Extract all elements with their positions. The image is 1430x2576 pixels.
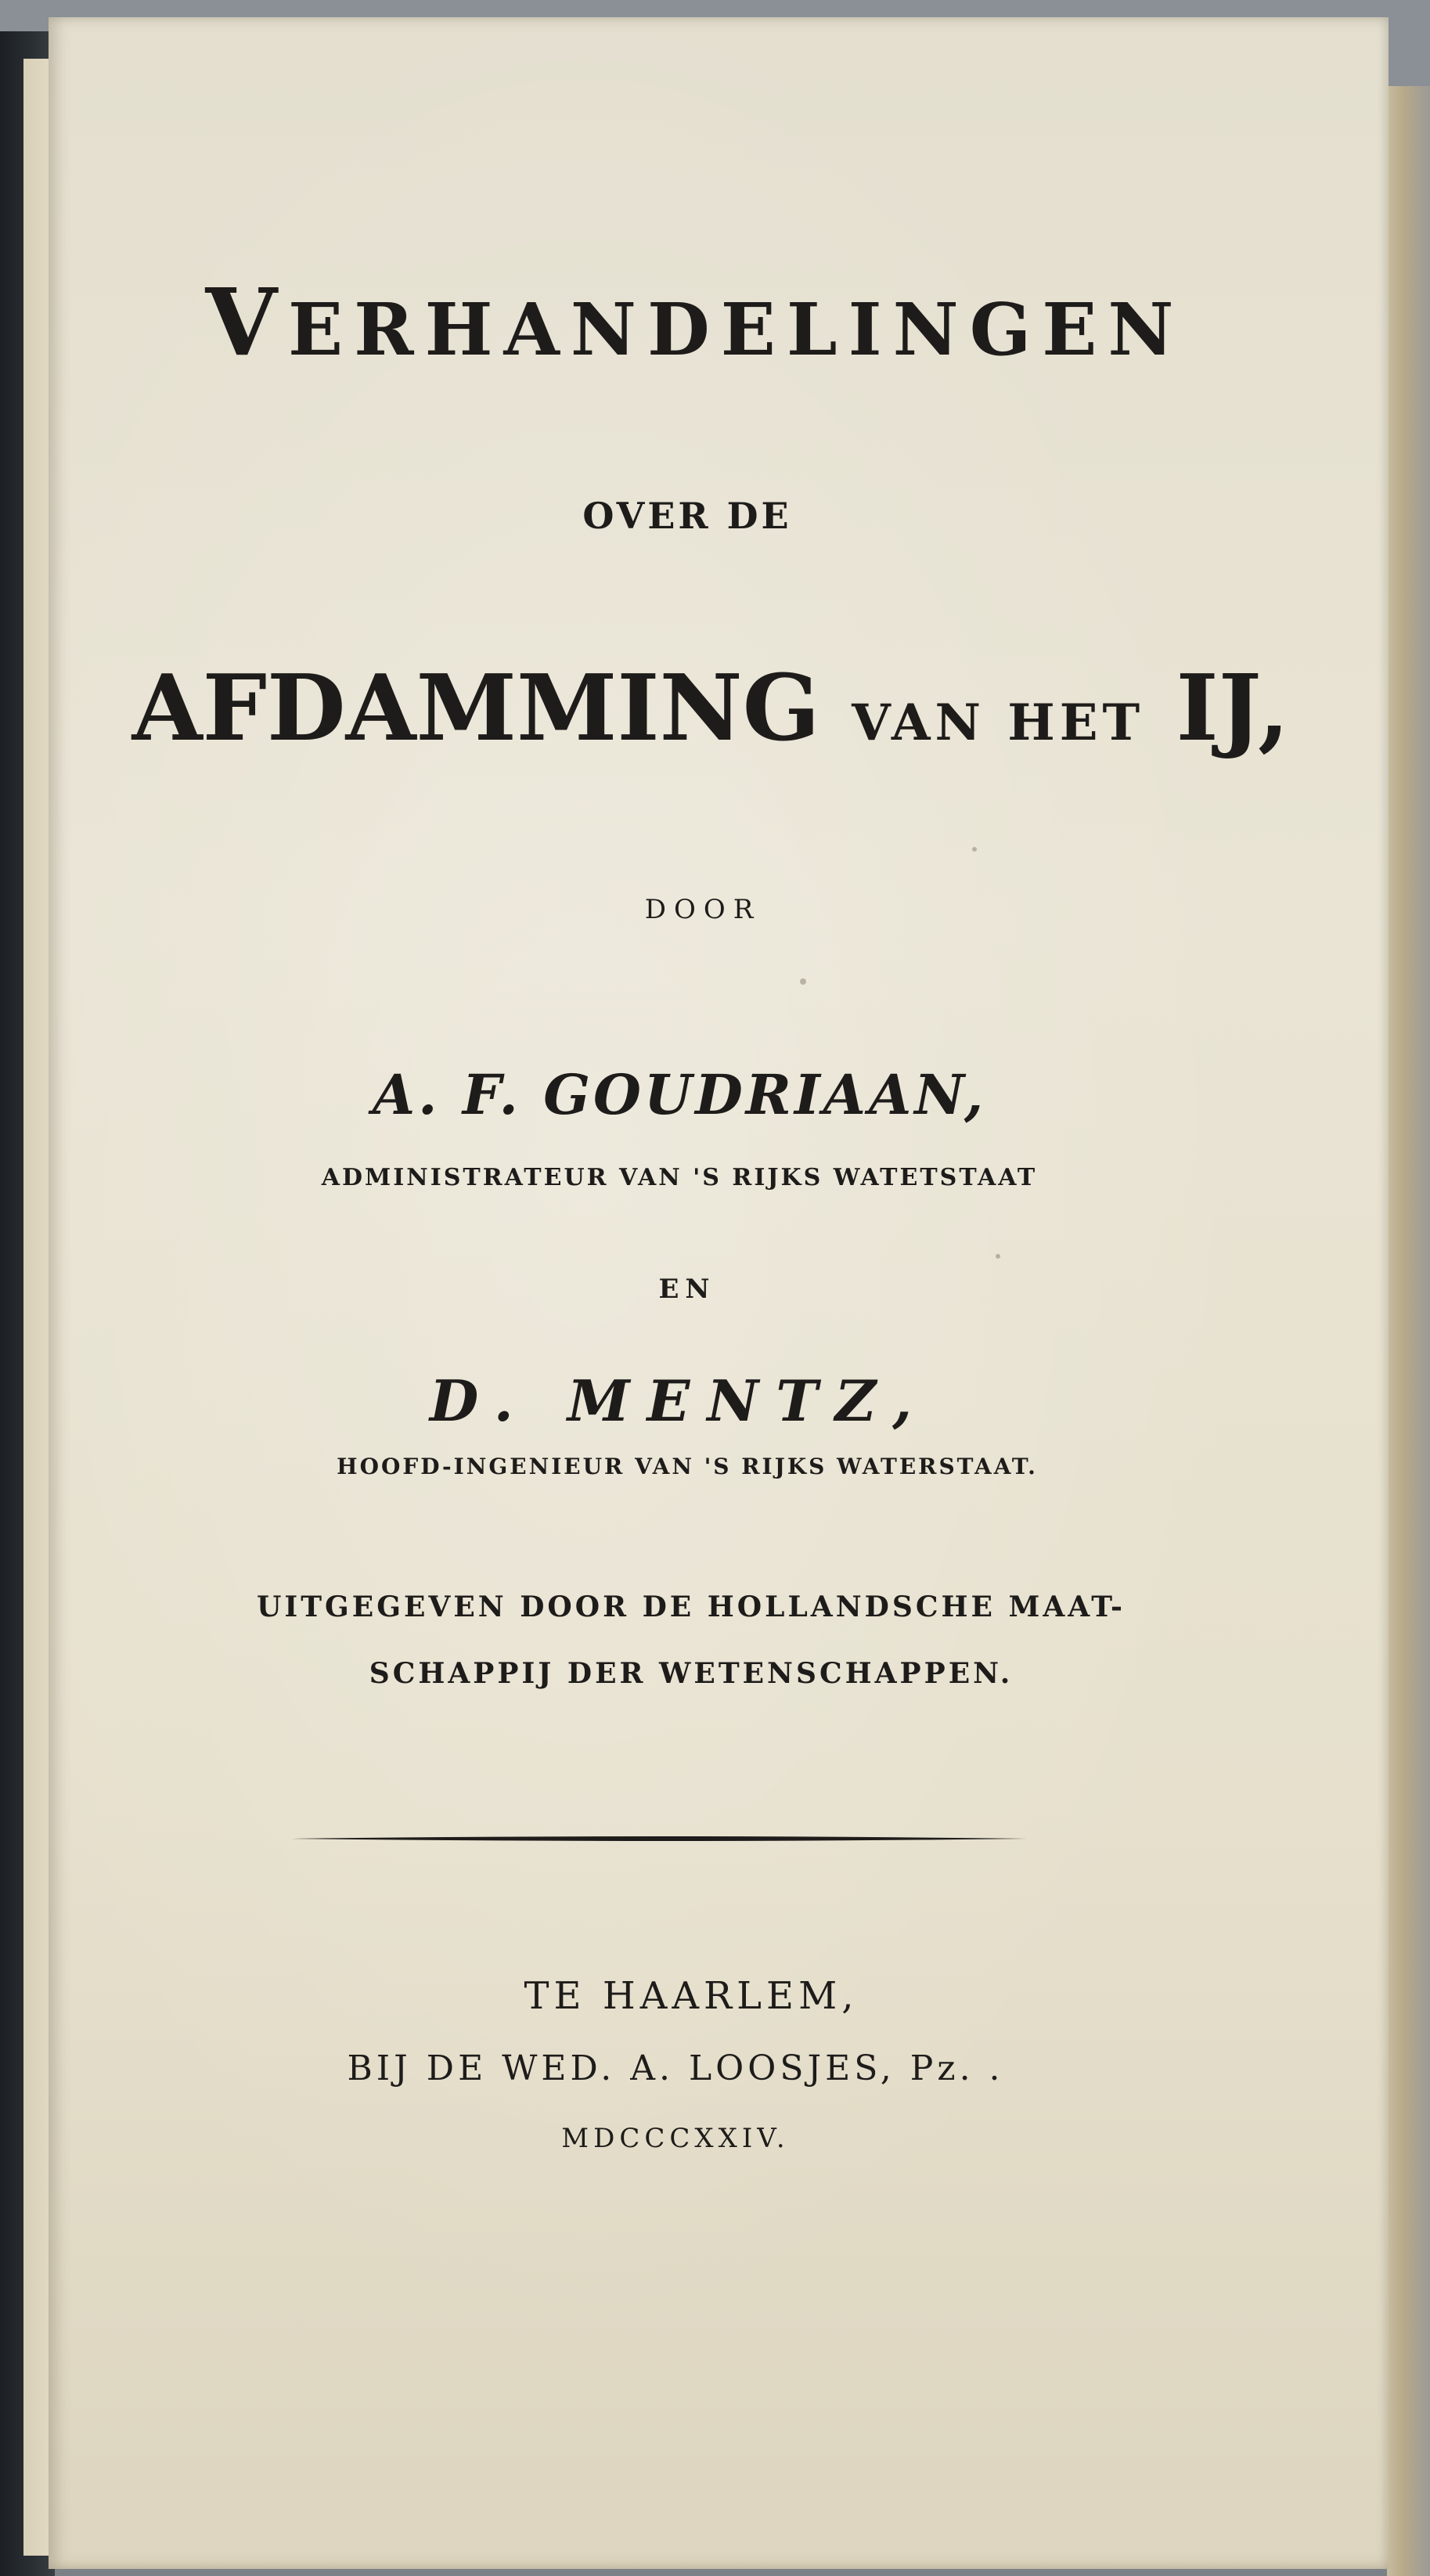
book-cover-right [1387, 86, 1430, 2576]
title-initial: V [205, 268, 289, 376]
title-subject [41, 655, 1381, 762]
subject-main: AFDAMMING [131, 655, 820, 762]
subject-van-het: VAN HET [852, 694, 1145, 752]
subject-ij: IJ, [1176, 655, 1290, 762]
author-mentz: D. MENTZ, [429, 1367, 930, 1434]
title-over-de: OVER DE [582, 495, 792, 537]
publisher-line-2: SCHAPPIJ DER WETENSCHAPPEN. [369, 1657, 1014, 1690]
imprint-year: MDCCCXXIV. [561, 2123, 790, 2154]
en-label: EN [658, 1274, 716, 1305]
title-page [49, 17, 1389, 2569]
paper-speck [800, 978, 806, 985]
author-goudriaan: A. F. GOUDRIAAN, [372, 1062, 987, 1127]
publisher-line-1: UITGEGEVEN DOOR DE HOLLANDSCHE MAAT- [257, 1591, 1126, 1623]
imprint-printer: BIJ DE WED. A. LOOSJES, Pz. . [347, 2048, 1004, 2088]
decorative-rule [291, 1835, 1027, 1843]
door-label: DOOR [644, 894, 762, 925]
paper-speck [996, 1254, 1000, 1259]
paper-speck [972, 847, 977, 852]
book-title [25, 268, 1365, 376]
imprint-place: TE HAARLEM, [524, 1974, 859, 2018]
author-mentz-role: HOOFD-INGENIEUR VAN 'S RIJKS WATERSTAAT. [337, 1454, 1038, 1479]
author-goudriaan-role: ADMINISTRATEUR VAN 'S RIJKS WATETSTAAT [321, 1164, 1038, 1191]
title-rest: ERHANDELINGEN [288, 287, 1185, 372]
